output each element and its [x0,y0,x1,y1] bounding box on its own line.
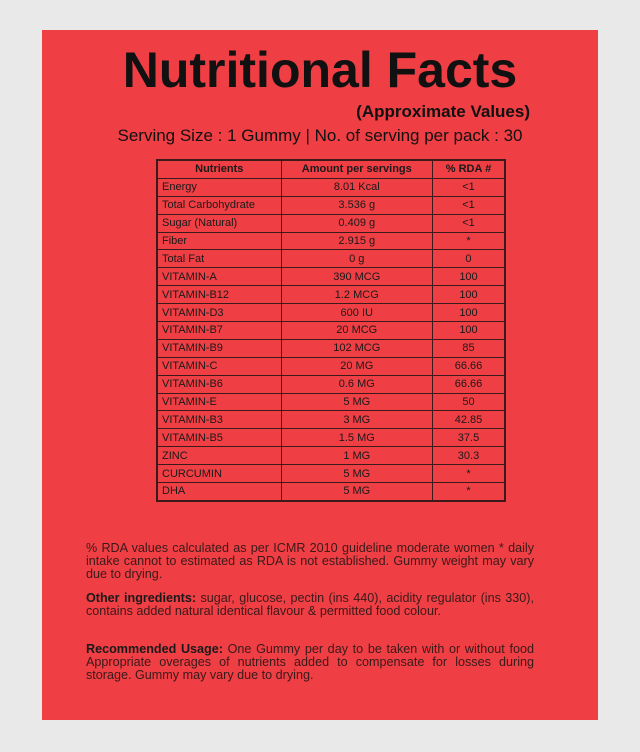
nutrient-name-cell: VITAMIN-B9 [157,339,281,357]
amount-cell: 5 MG [281,465,432,483]
serving-info: Serving Size : 1 Gummy | No. of serving per pack : 30 [117,126,523,145]
table-row [157,483,505,501]
table-row [157,250,505,268]
rda-cell: <1 [432,196,505,214]
table-row [157,178,505,196]
nutrition-panel [42,30,598,720]
rda-cell: 100 [432,322,505,340]
table-row [157,429,505,447]
nutrient-name-cell: CURCUMIN [157,465,281,483]
nutrient-name-cell: DHA [157,483,281,501]
rda-cell: 37.5 [432,429,505,447]
amount-cell: 20 MG [281,357,432,375]
amount-cell: 0.409 g [281,214,432,232]
nutrient-name-cell: VITAMIN-C [157,357,281,375]
nutrient-name-cell: VITAMIN-B12 [157,286,281,304]
table-header-row [157,160,505,178]
table-row [157,393,505,411]
amount-cell: 8.01 Kcal [281,178,432,196]
amount-cell: 390 MCG [281,268,432,286]
column-header: Amount per servings [281,160,432,178]
table-row [157,411,505,429]
rda-cell: * [432,483,505,501]
amount-cell: 600 IU [281,304,432,322]
table-row [157,232,505,250]
usage-text: One Gummy per day to be taken with or without food Appropriate overages of nutrients added to compensate for losses during storage. Gummy may vary due to drying. [86,642,534,682]
nutrient-name-cell: VITAMIN-E [157,393,281,411]
amount-cell: 3 MG [281,411,432,429]
table-row [157,214,505,232]
table-row [157,304,505,322]
nutrient-name-cell: VITAMIN-B7 [157,322,281,340]
table-row [157,322,505,340]
rda-cell: * [432,465,505,483]
rda-cell: 85 [432,339,505,357]
rda-cell: 66.66 [432,357,505,375]
table-row [157,339,505,357]
usage-note [86,643,534,682]
amount-cell: 0 g [281,250,432,268]
ingredients-label: Other ingredients: [86,591,197,605]
rda-cell: 42.85 [432,411,505,429]
nutrition-table [156,159,506,502]
subtitle: (Approximate Values) [356,102,530,121]
rda-cell: * [432,232,505,250]
rda-cell: 50 [432,393,505,411]
nutrient-name-cell: VITAMIN-B5 [157,429,281,447]
table-row [157,465,505,483]
rda-cell: 100 [432,286,505,304]
amount-cell: 3.536 g [281,196,432,214]
usage-label: Recommended Usage: [86,642,223,656]
nutrient-name-cell: VITAMIN-A [157,268,281,286]
rda-cell: 0 [432,250,505,268]
rda-cell: 100 [432,268,505,286]
nutrient-name-cell: Total Carbohydrate [157,196,281,214]
ingredients-note [86,592,534,618]
nutrient-name-cell: VITAMIN-B6 [157,375,281,393]
nutrient-name-cell: ZINC [157,447,281,465]
nutrient-name-cell: VITAMIN-D3 [157,304,281,322]
ingredients-text: sugar, glucose, pectin (ins 440), acidity regulator (ins 330), contains added natural identical flavour & permitted food colour. [86,591,534,618]
nutrient-name-cell: VITAMIN-B3 [157,411,281,429]
amount-cell: 0.6 MG [281,375,432,393]
table-row [157,357,505,375]
nutrient-name-cell: Energy [157,178,281,196]
table-row [157,268,505,286]
column-header: % RDA # [432,160,505,178]
amount-cell: 2.915 g [281,232,432,250]
nutrient-name-cell: Total Fat [157,250,281,268]
rda-cell: 30.3 [432,447,505,465]
amount-cell: 1.5 MG [281,429,432,447]
amount-cell: 1.2 MCG [281,286,432,304]
nutrient-name-cell: Fiber [157,232,281,250]
rda-cell: <1 [432,178,505,196]
rda-cell: 66.66 [432,375,505,393]
table-row [157,286,505,304]
rda-note: % RDA values calculated as per ICMR 2010 guideline moderate women * daily intake cannot to estimated as RDA is not established. Gummy weight may vary due to drying. [86,541,534,581]
nutrient-name-cell: Sugar (Natural) [157,214,281,232]
column-header: Nutrients [157,160,281,178]
amount-cell: 5 MG [281,393,432,411]
amount-cell: 1 MG [281,447,432,465]
table-row [157,196,505,214]
amount-cell: 5 MG [281,483,432,501]
page-title: Nutritional Facts [122,42,518,98]
rda-cell: <1 [432,214,505,232]
table-row [157,375,505,393]
table-row [157,447,505,465]
amount-cell: 102 MCG [281,339,432,357]
rda-cell: 100 [432,304,505,322]
amount-cell: 20 MCG [281,322,432,340]
